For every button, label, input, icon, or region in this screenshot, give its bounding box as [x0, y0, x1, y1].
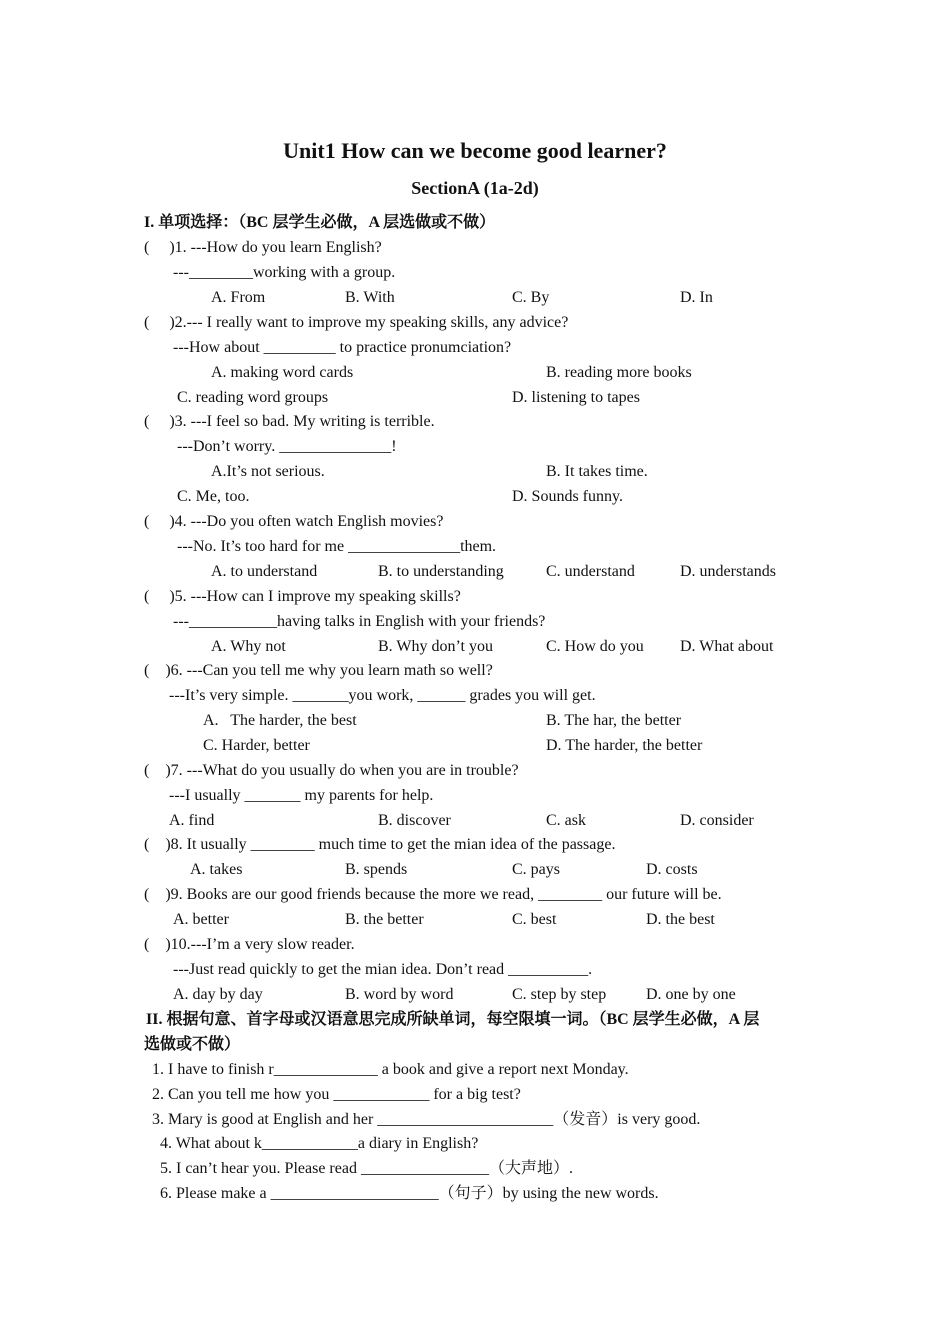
- question-10-option-d: D. one by one: [646, 986, 736, 1003]
- question-4-option-a: A. to understand: [211, 563, 318, 580]
- question-6-option-d: D. The harder, the better: [546, 737, 703, 754]
- question-5-response: ---___________having talks in English with your friends?: [173, 613, 546, 630]
- question-2-option-a: A. making word cards: [211, 364, 354, 381]
- question-7-option-c: C. ask: [546, 812, 586, 829]
- question-8-option-b: B. spends: [345, 861, 408, 878]
- question-1-stem: ( )1. ---How do you learn English?: [144, 239, 382, 256]
- question-1-option-a: A. From: [211, 289, 266, 306]
- question-3-option-b: B. It takes time.: [546, 463, 648, 480]
- question-6-option-b: B. The har, the better: [546, 712, 682, 729]
- fill-item-6: 6. Please make a _____________________（句子）by using the new words.: [160, 1185, 659, 1202]
- fill-item-5: 5. I can’t hear you. Please read ________________（大声地）.: [160, 1160, 573, 1177]
- question-3-option-a: A.It’s not serious.: [211, 463, 325, 480]
- question-2-option-c: C. reading word groups: [177, 389, 329, 406]
- question-1-option-d: D. In: [680, 289, 713, 306]
- section-2-heading: II. 根据句意、首字母或汉语意思完成所缺单词，每空限填一词。（BC 层学生必做，A 层: [146, 1011, 760, 1028]
- question-10-option-b: B. word by word: [345, 986, 454, 1003]
- question-3-response: ---Don’t worry. ______________!: [177, 438, 397, 455]
- question-10-option-a: A. day by day: [173, 986, 263, 1003]
- question-3-option-c: C. Me, too.: [177, 488, 250, 505]
- question-2-option-b: B. reading more books: [546, 364, 692, 381]
- question-5-stem: ( )5. ---How can I improve my speaking skills?: [144, 588, 461, 605]
- question-6-option-a: A. The harder, the best: [203, 712, 357, 729]
- question-4-option-c: C. understand: [546, 563, 635, 580]
- question-6-response: ---It’s very simple. _______you work, ______ grades you will get.: [169, 687, 596, 704]
- question-7-response: ---I usually _______ my parents for help.: [169, 787, 434, 804]
- question-8-stem: ( )8. It usually ________ much time to get the mian idea of the passage.: [144, 836, 616, 853]
- question-8-option-c: C. pays: [512, 861, 560, 878]
- question-8-option-d: D. costs: [646, 861, 698, 878]
- question-2-option-d: D. listening to tapes: [512, 389, 640, 406]
- question-1-response: ---________working with a group.: [173, 264, 396, 281]
- question-2-response: ---How about _________ to practice pronumciation?: [173, 339, 512, 356]
- question-3-option-d: D. Sounds funny.: [512, 488, 623, 505]
- page-subtitle: SectionA (1a-2d): [411, 178, 539, 198]
- question-7-stem: ( )7. ---What do you usually do when you are in trouble?: [144, 762, 519, 779]
- question-1-option-b: B. With: [345, 289, 395, 306]
- page-title: Unit1 How can we become good learner?: [283, 138, 667, 163]
- question-7-option-b: B. discover: [378, 812, 451, 829]
- question-3-stem: ( )3. ---I feel so bad. My writing is terrible.: [144, 413, 435, 430]
- question-9-option-d: D. the best: [646, 911, 715, 928]
- section-2-heading-cont: 选做或不做）: [144, 1036, 241, 1053]
- fill-item-3: 3. Mary is good at English and her ______________________（发音）is very good.: [152, 1111, 701, 1128]
- question-5-option-d: D. What about: [680, 638, 774, 655]
- question-9-option-c: C. best: [512, 911, 557, 928]
- question-7-option-a: A. find: [169, 812, 215, 829]
- question-6-stem: ( )6. ---Can you tell me why you learn math so well?: [144, 662, 493, 679]
- section-1-heading: I. 单项选择：（BC 层学生必做，A 层选做或不做）: [144, 214, 496, 231]
- question-4-option-b: B. to understanding: [378, 563, 504, 580]
- question-10-response: ---Just read quickly to get the mian idea. Don’t read __________.: [173, 961, 593, 978]
- question-10-stem: ( )10.---I’m a very slow reader.: [144, 936, 355, 953]
- fill-item-4: 4. What about k____________a diary in English?: [160, 1135, 479, 1152]
- question-4-option-d: D. understands: [680, 563, 776, 580]
- question-6-option-c: C. Harder, better: [203, 737, 310, 754]
- question-5-option-a: A. Why not: [211, 638, 286, 655]
- question-7-option-d: D. consider: [680, 812, 754, 829]
- question-1-option-c: C. By: [512, 289, 550, 306]
- question-4-stem: ( )4. ---Do you often watch English movies?: [144, 513, 444, 530]
- question-2-stem: ( )2.--- I really want to improve my speaking skills, any advice?: [144, 314, 569, 331]
- question-4-response: ---No. It’s too hard for me ______________them.: [177, 538, 497, 555]
- question-5-option-c: C. How do you: [546, 638, 644, 655]
- question-5-option-b: B. Why don’t you: [378, 638, 493, 655]
- question-9-option-a: A. better: [173, 911, 229, 928]
- fill-item-2: 2. Can you tell me how you ____________ for a big test?: [152, 1086, 521, 1103]
- question-9-option-b: B. the better: [345, 911, 424, 928]
- question-10-option-c: C. step by step: [512, 986, 607, 1003]
- question-8-option-a: A. takes: [190, 861, 243, 878]
- question-9-stem: ( )9. Books are our good friends because the more we read, ________ our future will be.: [144, 886, 722, 903]
- fill-item-1: 1. I have to finish r_____________ a book and give a report next Monday.: [152, 1061, 629, 1078]
